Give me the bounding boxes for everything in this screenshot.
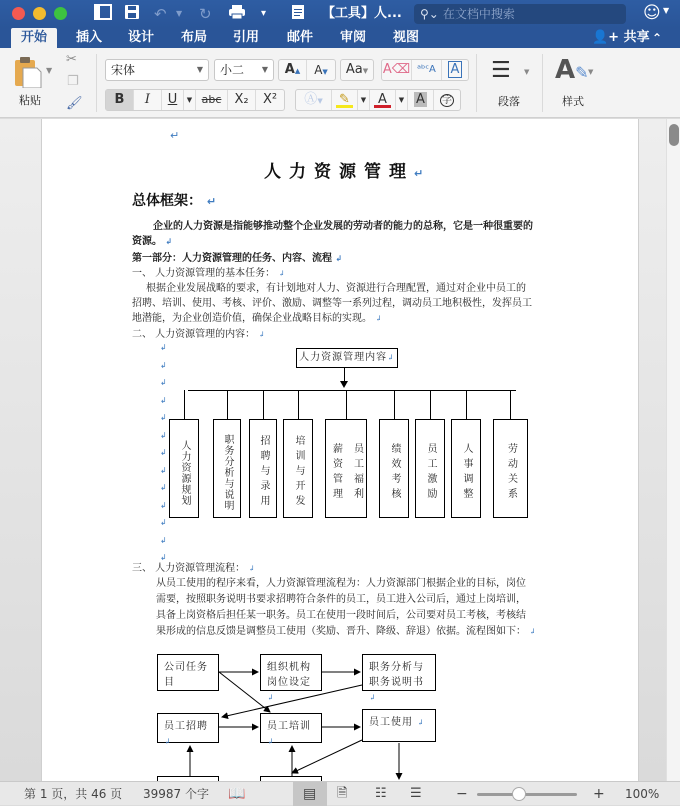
- paragraph-mark-icon: ↲: [160, 448, 167, 457]
- web-layout-icon[interactable]: 🗎: [337, 786, 348, 801]
- section1-text: 地潜能，为企业创造价值，确保企业战略目标的实现。 ↲: [132, 313, 382, 324]
- flow-arrow: [219, 672, 270, 712]
- draft-view-icon[interactable]: ☰: [410, 786, 422, 801]
- paragraph-mark-icon: ↲: [160, 343, 167, 352]
- separator: [542, 54, 543, 112]
- font-color-dropdown-icon[interactable]: ▼: [396, 90, 408, 110]
- flow-box-job-analysis: 职务分析与职务说明书↲: [362, 654, 436, 691]
- org-child-label: 培训与开发: [293, 435, 304, 510]
- intro-line: 资源。 ↲: [132, 236, 173, 247]
- section1-title: 一、 人力资源管理的基本任务： ↲: [132, 268, 286, 279]
- document-title: 【工具】人...: [322, 6, 402, 21]
- grow-font-button[interactable]: A▲: [279, 60, 307, 80]
- tab-references[interactable]: 引用: [233, 30, 260, 45]
- part-heading: 第一部分：人力资源管理的任务、内容、流程 ↲: [132, 253, 343, 264]
- chevron-down-icon[interactable]: ▼: [524, 68, 530, 76]
- paste-dropdown-icon[interactable]: ▼: [46, 66, 53, 75]
- section3-text: 从员工使用的程序来看，人力资源管理流程为：人力资源部门根据企业的目标，岗位: [156, 578, 526, 589]
- italic-button[interactable]: I: [134, 90, 162, 110]
- section2-title: 二、 人力资源管理的内容： ↲: [132, 329, 266, 340]
- cut-icon[interactable]: ✂: [66, 52, 77, 67]
- org-child-label: 人事调整: [461, 442, 472, 503]
- intro-line: 企业的人力资源是指能够推动整个企业发展的劳动者的能力的总称，它是一种很重要的: [153, 221, 533, 232]
- flow-arrow: [292, 740, 362, 773]
- enclose-characters-button[interactable]: 字: [442, 95, 452, 106]
- org-child-label: 职务分析与说明: [222, 434, 233, 511]
- zoom-level[interactable]: 100%: [625, 787, 660, 801]
- separator: [96, 54, 97, 112]
- character-shading-button[interactable]: A: [408, 90, 434, 110]
- paragraph-mark-icon: ↲: [160, 500, 167, 510]
- highlight-dropdown-icon[interactable]: ▼: [358, 90, 370, 110]
- section3-text: 果形成的信息反馈是调整员工使用（奖励、晋升、降级、辞退）依据。流程图如下： ↲: [156, 626, 536, 637]
- change-case-group: [340, 59, 374, 81]
- scrollbar-thumb[interactable]: [669, 124, 679, 146]
- fullscreen-window-button[interactable]: [54, 7, 67, 20]
- section1-text: 根据企业发展战略的要求，有计划地对人力、资源进行合理配置，通过对企业中员工的: [146, 283, 526, 294]
- org-child-label: 绩效考核: [389, 442, 400, 503]
- paragraph-label: 段落: [498, 95, 520, 108]
- phonetic-guide-icon[interactable]: ᵃᵇᶜA: [412, 60, 442, 80]
- collapse-ribbon-icon[interactable]: ⌃: [652, 31, 663, 45]
- flow-box-training: 员工培训 ↲: [260, 713, 322, 743]
- document-title-heading: 人力资源管理↵: [264, 162, 424, 182]
- chevron-down-icon: ▼: [261, 65, 268, 74]
- paragraph-mark-icon: ↲: [160, 360, 167, 370]
- org-child-label: 员工激励: [425, 442, 436, 503]
- customize-toolbar-icon[interactable]: ▾: [261, 8, 267, 19]
- clear-formatting-icon[interactable]: A⌫: [382, 60, 412, 80]
- zoom-in-button[interactable]: +: [593, 786, 605, 802]
- styles-button[interactable]: A✎: [555, 55, 589, 85]
- share-label: 共享: [623, 30, 650, 45]
- font-size-buttons: [278, 59, 336, 81]
- page-info[interactable]: 第 1 页，共 46 页: [24, 787, 123, 801]
- flowchart-arrows: [42, 119, 639, 781]
- chevron-down-icon[interactable]: ▼: [588, 68, 594, 76]
- strikethrough-button[interactable]: abc: [196, 90, 228, 110]
- flow-box-employ: 员工使用 ↲: [362, 709, 436, 742]
- search-input[interactable]: [414, 4, 626, 24]
- copy-icon[interactable]: ❐: [67, 74, 79, 89]
- title-bar: [0, 0, 680, 28]
- tab-review[interactable]: 审阅: [340, 30, 367, 45]
- styles-label: 样式: [562, 95, 584, 108]
- paragraph-mark-icon: ↲: [160, 430, 167, 440]
- org-child-label: 招聘与录用: [258, 435, 269, 510]
- section3-text: 需要，按照职务说明书要求招聘符合条件的员工，员工进入公司后，通过上岗培训，: [156, 594, 526, 605]
- paragraph-mark-icon: ↲: [160, 535, 167, 545]
- tab-layout[interactable]: 布局: [181, 30, 208, 45]
- document-page[interactable]: [41, 119, 639, 781]
- paragraph-mark-icon: ↵: [170, 129, 180, 142]
- flow-box-company-goal: 公司任务目: [157, 654, 219, 691]
- font-style-buttons: [105, 89, 285, 111]
- redo-icon[interactable]: ↻: [199, 5, 212, 23]
- flow-box-org-structure: 组织机构岗位设定↲: [260, 654, 322, 691]
- zoom-out-button[interactable]: −: [456, 786, 468, 802]
- undo-icon[interactable]: ↶: [154, 5, 167, 23]
- chevron-down-icon[interactable]: ▼: [663, 6, 670, 15]
- chevron-down-icon: ▼: [196, 65, 203, 74]
- zoom-slider-thumb[interactable]: [512, 787, 526, 801]
- search-icon: ⚲⌄: [420, 7, 439, 21]
- print-icon[interactable]: [228, 4, 246, 24]
- paragraph-mark-icon: ↲: [160, 518, 167, 527]
- font-name-value: 宋体: [111, 63, 136, 77]
- paste-button[interactable]: [14, 56, 38, 86]
- underline-button[interactable]: U: [162, 90, 184, 110]
- minimize-window-button[interactable]: [33, 7, 46, 20]
- word-count[interactable]: 39987 个字: [143, 787, 209, 801]
- org-root-box: 人力资源管理内容↲: [296, 348, 398, 368]
- sidebar-toggle-icon[interactable]: [94, 4, 112, 24]
- org-child-label: 人力资源规划: [179, 439, 190, 506]
- document-workspace: [0, 119, 666, 781]
- feedback-smiley-icon[interactable]: ☺: [643, 3, 661, 23]
- section-heading: 总体框架： ↵: [132, 193, 217, 209]
- tab-home[interactable]: 开始: [11, 28, 57, 48]
- underline-dropdown-icon[interactable]: ▼: [184, 90, 196, 110]
- clipboard-icon: [14, 56, 42, 88]
- close-window-button[interactable]: [12, 7, 25, 20]
- font-name-select[interactable]: [105, 59, 209, 81]
- section3-text: 具备上岗资格后担任某一职务。员工在使用一段时间后，公司要对员工考核，考核结: [156, 610, 526, 621]
- paste-label: 粘贴: [19, 94, 41, 107]
- clear-format-group: [381, 59, 469, 81]
- paragraph-mark-icon: ↲: [160, 378, 167, 387]
- separator: [476, 54, 477, 112]
- superscript-button[interactable]: X²: [262, 92, 278, 107]
- ribbon-home: [0, 48, 680, 118]
- org-child-label: 员工福利: [351, 442, 363, 503]
- tab-mailings[interactable]: 邮件: [287, 30, 314, 45]
- highlight-color-button[interactable]: ✎: [332, 90, 358, 110]
- tab-view[interactable]: 视图: [393, 30, 420, 45]
- ribbon-tabs: [0, 28, 680, 48]
- print-layout-icon: ▤: [303, 786, 317, 802]
- search-placeholder: 在文档中搜索: [442, 7, 515, 21]
- paragraph-mark-icon: ↲: [160, 553, 167, 562]
- character-border-icon[interactable]: A: [442, 60, 468, 80]
- share-button[interactable]: [592, 28, 650, 48]
- paragraph-mark-icon: ↲: [160, 465, 167, 475]
- document-icon: [291, 4, 305, 24]
- font-effects-buttons: [295, 89, 461, 111]
- bold-button[interactable]: B: [106, 90, 134, 110]
- tab-insert[interactable]: 插入: [76, 30, 103, 45]
- org-child-label: 薪资管理: [330, 442, 342, 503]
- zoom-slider[interactable]: [477, 793, 577, 796]
- font-size-select[interactable]: [214, 59, 274, 81]
- section3-title: 三、 人力资源管理流程： ↲: [132, 563, 256, 574]
- proofing-icon[interactable]: 📖: [228, 786, 246, 802]
- paragraph-mark-icon: ↲: [160, 483, 167, 492]
- format-painter-icon[interactable]: 🖌: [66, 96, 83, 111]
- add-person-icon: 👤+: [592, 30, 620, 45]
- vertical-scrollbar[interactable]: [666, 119, 680, 781]
- status-bar: [0, 781, 680, 805]
- outline-view-icon[interactable]: ☷: [375, 786, 387, 801]
- subscript-button[interactable]: X₂: [228, 90, 256, 110]
- paragraph-mark-icon: ↲: [160, 395, 167, 405]
- paragraph-mark-icon: ↲: [160, 413, 167, 422]
- text-effects-button[interactable]: Ⓐ▼: [296, 90, 332, 110]
- save-icon[interactable]: [124, 4, 140, 24]
- font-color-button[interactable]: A: [370, 90, 396, 110]
- undo-dropdown-icon[interactable]: ▼: [176, 9, 183, 18]
- section1-text: 招聘、培训、使用、考核、评价、激励、调整等一系列过程，调动员工地积极性，发挥员工: [132, 298, 532, 309]
- flow-arrow: [222, 685, 362, 717]
- tab-design[interactable]: 设计: [128, 30, 155, 45]
- paragraph-button[interactable]: ☰: [491, 58, 511, 83]
- flow-box-recruit: 员工招聘 ↲: [157, 713, 219, 743]
- org-child-label: 劳动关系: [505, 442, 517, 503]
- change-case-button[interactable]: Aa▼: [345, 62, 369, 77]
- shrink-font-button[interactable]: A▼: [314, 63, 328, 77]
- font-size-value: 小二: [220, 63, 245, 77]
